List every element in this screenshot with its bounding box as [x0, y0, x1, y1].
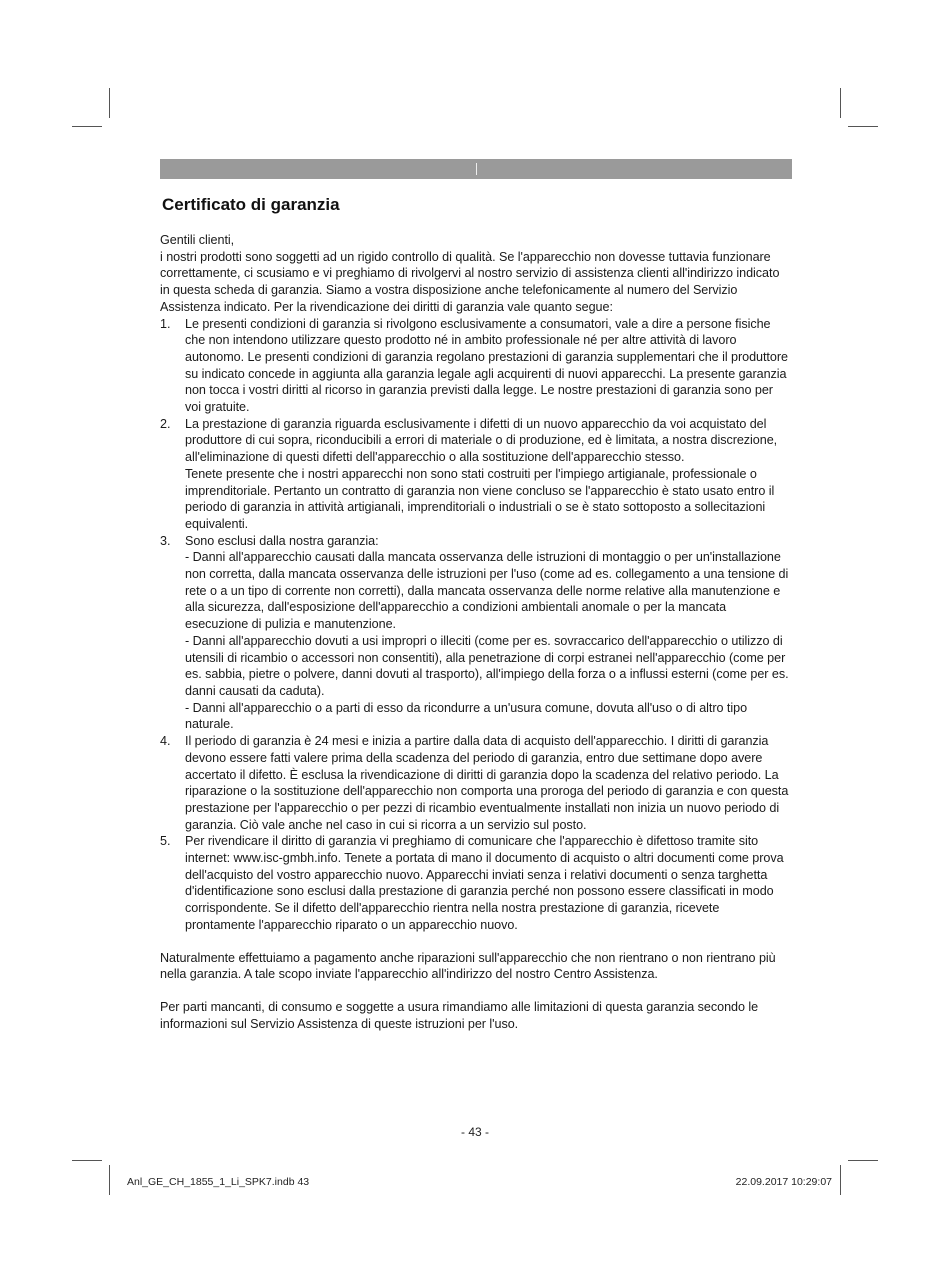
document-body: [160, 232, 792, 1032]
condition-paragraph: Per rivendicare il diritto di garanzia vi preghiamo di comunicare che l'apparecchio è difettoso tramite sito internet: www.isc-gmbh.info. Tenete a portata di mano il documento di acquisto o altri documenti come prova dell'acquisto del vostro apparecchio nuovo. Apparecchi inviati senza i relativi documenti o senza targhetta d'identificazione sono esclusi dalla prestazione di garanzia perché non possono essere classificati in modo corrispondente. Se il difetto dell'apparecchio rientra nella nostra prestazione di garanzia, ricevete prontamente l'apparecchio riparato o un apparecchio nuovo.: [185, 834, 784, 932]
closing-paragraph-repairs: Naturalmente effettuiamo a pagamento anche riparazioni sull'apparecchio che non rientrano o non rientrano più nella garanzia. A tale scopo inviate l'apparecchio all'indirizzo del nostro Centro Assistenza.: [160, 950, 776, 982]
intro-paragraph: i nostri prodotti sono soggetti ad un rigido controllo di qualità. Se l'apparecchio non dovesse tuttavia funzionare correttamente, ci scusiamo e vi preghiamo di rivolgervi al nostro servizio di assistenza clienti all'indirizzo indicato in questa scheda di garanzia. Siamo a vostra disposizione anche telefonicamente al numero del Servizio Assistenza indicato. Per la rivendicazione dei diritti di garanzia vale quanto segue:: [160, 249, 780, 314]
header-bar: [160, 159, 792, 179]
spacer: [160, 934, 792, 950]
condition-number: 5.: [160, 834, 171, 849]
page-title: Certificato di garanzia: [162, 195, 340, 214]
condition-item: [160, 416, 792, 533]
condition-number: 3.: [160, 533, 171, 548]
crop-mark: [840, 1165, 841, 1195]
crop-mark: [72, 1160, 102, 1161]
condition-number: 4.: [160, 734, 171, 749]
page-number: - 43 -: [460, 1125, 489, 1139]
condition-item: [160, 733, 792, 833]
condition-paragraph: Sono esclusi dalla nostra garanzia:: [185, 533, 379, 548]
condition-paragraph: Tenete presente che i nostri apparecchi non sono stati costruiti per l'impiego artigianale, professionale o imprenditoriale. Pertanto un contratto di garanzia non viene concluso se l'apparecchio è stato usato entro il periodo di garanzia in attività artigianali, imprenditoriali o industriali o se è stato sottoposto a sollecitazioni equivalenti.: [185, 466, 775, 531]
crop-mark: [848, 1160, 878, 1161]
condition-item: [160, 533, 792, 733]
condition-item: [160, 833, 792, 933]
condition-paragraph: Le presenti condizioni di garanzia si rivolgono esclusivamente a consumatori, vale a dire a persone fisiche che non intendono utilizzare questo prodotto né in ambito professionale né per altre attività di lavoro autonomo. Le presenti condizioni di garanzia regolano prestazioni di garanzia supplementari che il produttore su indicato concede in aggiunta alla garanzia legale agli acquirenti di nuovi apparecchi. La presente garanzia non tocca i vostri diritti al ricorso in garanzia previsti dalla legge. Le nostre prestazioni di garanzia sono per voi gratuite.: [185, 316, 788, 415]
condition-paragraph: - Danni all'apparecchio o a parti di esso da ricondurre a un'usura comune, dovuta all'uso o di altro tipo naturale.: [185, 700, 748, 732]
condition-paragraph: Il periodo di garanzia è 24 mesi e inizia a partire dalla data di acquisto dell'apparecchio. I diritti di garanzia devono essere fatti valere prima della scadenza del periodo di garanzia, entro due settimane dopo avere accertato il difetto. È esclusa la rivendicazione di diritti di garanzia dopo la scadenza del relativo periodo. La riparazione o la sostituzione dell'apparecchio non comporta una proroga del periodo di garanzia e con questa prestazione per l'apparecchio o per pezzi di ricambio eventualmente installati non inizia un nuovo periodo di garanzia. Ciò vale anche nel caso in cui si ricorra a un servizio sul posto.: [185, 734, 789, 832]
condition-paragraph: - Danni all'apparecchio causati dalla mancata osservanza delle istruzioni di montaggio o per un'installazione non corretta, dalla mancata osservanza delle istruzioni per l'uso (come ad es. collegamento a una tensione di rete o a un tipo di corrente non corretti), dalla mancata osservanza delle norme relative alla manutenzione e alla sicurezza, dall'esposizione dell'apparecchio a condizioni ambientali anomale o per la mancata esecuzione di pulizia e manutenzione.: [185, 550, 789, 632]
crop-mark: [840, 88, 841, 118]
conditions-list: [160, 316, 792, 934]
crop-mark: [72, 126, 102, 127]
condition-paragraph: La prestazione di garanzia riguarda esclusivamente i difetti di un nuovo apparecchio da voi acquistato del produttore di cui sopra, riconducibili a errori di materiale o di produzione, ed è limitata, a nostra discrezione, all'eliminazione di questi difetti dell'apparecchio o alla sostituzione dell'apparecchio stesso.: [185, 416, 778, 465]
condition-number: 1.: [160, 316, 171, 331]
closing-paragraph-parts: Per parti mancanti, di consumo e soggette a usura rimandiamo alle limitazioni di questa garanzia secondo le informazioni sul Servizio Assistenza di queste istruzioni per l'uso.: [160, 999, 759, 1031]
spacer: [160, 983, 792, 999]
crop-mark: [109, 1165, 110, 1195]
condition-number: 2.: [160, 416, 171, 431]
condition-item: [160, 316, 792, 416]
crop-mark: [848, 126, 878, 127]
condition-paragraph: - Danni all'apparecchio dovuti a usi impropri o illeciti (come per es. sovraccarico dell'apparecchio o utilizzo di utensili di ricambio o accessori non consentiti), alla penetrazione di corpi estranei nell'apparecchio (come per es. sabbia, pietre o polvere, danni dovuti al trasporto), all'impiego della forza o a influssi esterni (come per es. danni causati da caduta).: [185, 633, 789, 698]
footer-file-info: Anl_GE_CH_1855_1_Li_SPK7.indb 43: [127, 1176, 310, 1188]
greeting: Gentili clienti,: [160, 233, 235, 247]
header-bar-divider: [476, 163, 477, 175]
crop-mark: [109, 88, 110, 118]
footer-datetime: 22.09.2017 10:29:07: [735, 1176, 832, 1188]
